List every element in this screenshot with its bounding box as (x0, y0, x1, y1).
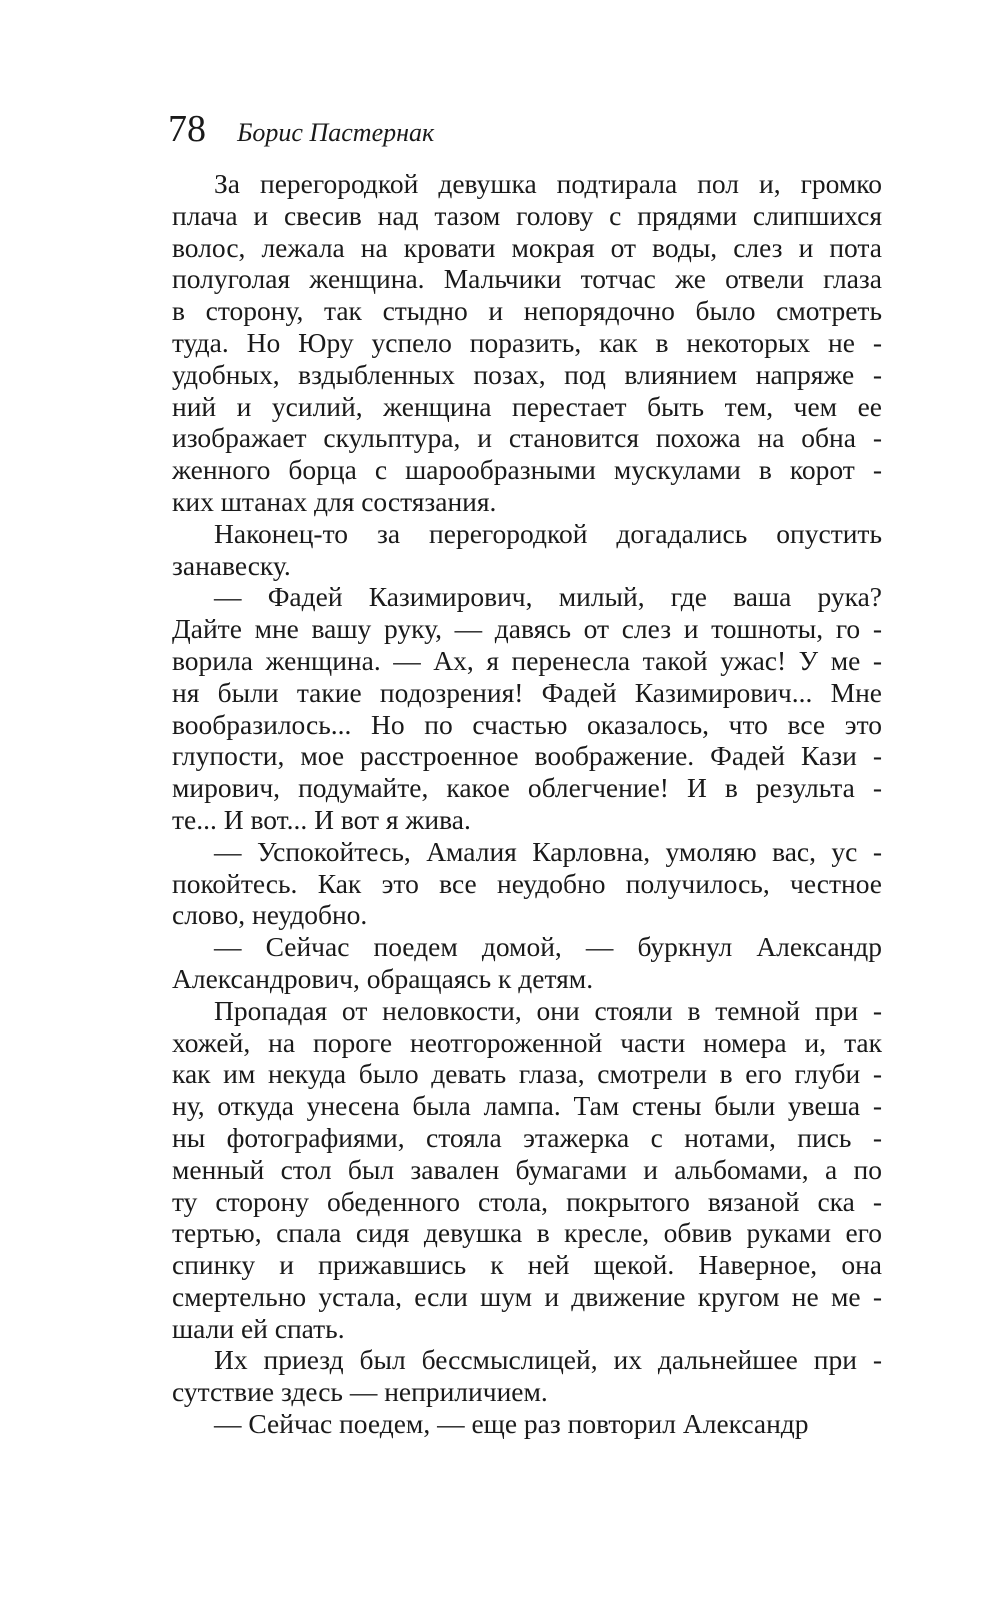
paragraph (172, 168, 882, 518)
paragraph (172, 1344, 882, 1408)
text-line: Александрович, обращаясь к детям. (172, 962, 594, 994)
text-line: глупости, мое расстроенное воображение. Фадей Кази - (172, 740, 882, 772)
text-line: шали ей спать. (172, 1312, 345, 1344)
text-line: смертельно устала, если шум и движение кругом не ме - (172, 1280, 882, 1312)
running-head (168, 106, 434, 152)
text-line: покойтесь. Как это все неудобно получилось, честное (172, 867, 882, 899)
text-line: ну, откуда унесена была лампа. Там стены были увеша - (172, 1090, 882, 1122)
paragraph (172, 581, 882, 835)
text-line: сутствие здесь — неприличием. (172, 1376, 548, 1408)
text-line: — Фадей Казимирович, милый, где ваша рука? (214, 581, 882, 613)
text-line: менный стол был завален бумагами и альбомами, а по (172, 1153, 882, 1185)
text-line: ня были такие подозрения! Фадей Казимирович... Мне (172, 676, 882, 708)
text-line: ких штанах для состязания. (172, 485, 497, 517)
text-line: те... И вот... И вот я жива. (172, 803, 471, 835)
text-line: полуголая женщина. Мальчики тотчас же отвели глаза (172, 263, 882, 295)
paragraph (172, 931, 882, 995)
text-line: ту сторону обеденного стола, покрытого вязаной ска - (172, 1185, 882, 1217)
text-line: ны фотографиями, стояла этажерка с нотами, пись - (172, 1121, 882, 1153)
text-line: вообразилось... Но по счастью оказалось, что все это (172, 708, 882, 740)
paragraph (172, 1408, 882, 1440)
text-line: мирович, подумайте, какое облегчение! И в результа - (172, 772, 882, 804)
text-line: ворила женщина. — Ах, я перенесла такой ужас! У ме - (172, 644, 882, 676)
text-line: Их приезд был бессмыслицей, их дальнейшее при - (214, 1344, 882, 1376)
text-line: — Сейчас поедем, — еще раз повторил Александр (214, 1408, 809, 1440)
body-text (172, 168, 882, 1440)
text-line: слово, неудобно. (172, 899, 368, 931)
paragraph (172, 995, 882, 1345)
text-line: хожей, на пороге неотгороженной части номера и, так (172, 1026, 882, 1058)
text-line: изображает скульптура, и становится похожа на обна - (172, 422, 882, 454)
text-line: женного борца с шарообразными мускулами в корот - (172, 454, 882, 486)
paragraph (172, 836, 882, 931)
text-line: как им некуда было девать глаза, смотрели в его глуби - (172, 1058, 882, 1090)
text-line: волос, лежала на кровати мокрая от воды, слез и пота (172, 231, 882, 263)
text-line: — Сейчас поедем домой, — буркнул Александр (214, 931, 882, 963)
text-line: За перегородкой девушка подтирала пол и, громко (214, 168, 882, 199)
text-line: спинку и прижавшись к ней щекой. Наверное, она (172, 1249, 882, 1281)
text-line: Дайте мне вашу руку, — давясь от слез и тошноты, го - (172, 613, 882, 645)
text-line: туда. Но Юру успело поразить, как в некоторых не - (172, 326, 882, 358)
text-line: удобных, вздыбленных позах, под влиянием напряже - (172, 358, 882, 390)
paragraph (172, 518, 882, 582)
text-line: Наконец-то за перегородкой догадались опустить (214, 517, 882, 549)
text-line: ний и усилий, женщина перестает быть тем, чем ее (172, 390, 882, 422)
page-number: 78 (168, 108, 206, 150)
text-line: — Успокойтесь, Амалия Карловна, умоляю вас, ус - (214, 835, 882, 867)
running-title: Борис Пастернак (237, 118, 435, 147)
text-line: в сторону, так стыдно и непорядочно было смотреть (172, 295, 882, 327)
text-line: плача и свесив над тазом голову с прядями слипшихся (172, 199, 882, 231)
text-line: Пропадая от неловкости, они стояли в темной при - (214, 994, 882, 1026)
text-line: занавеску. (172, 549, 291, 581)
text-line: тертью, спала сидя девушка в кресле, обвив руками его (172, 1217, 882, 1249)
